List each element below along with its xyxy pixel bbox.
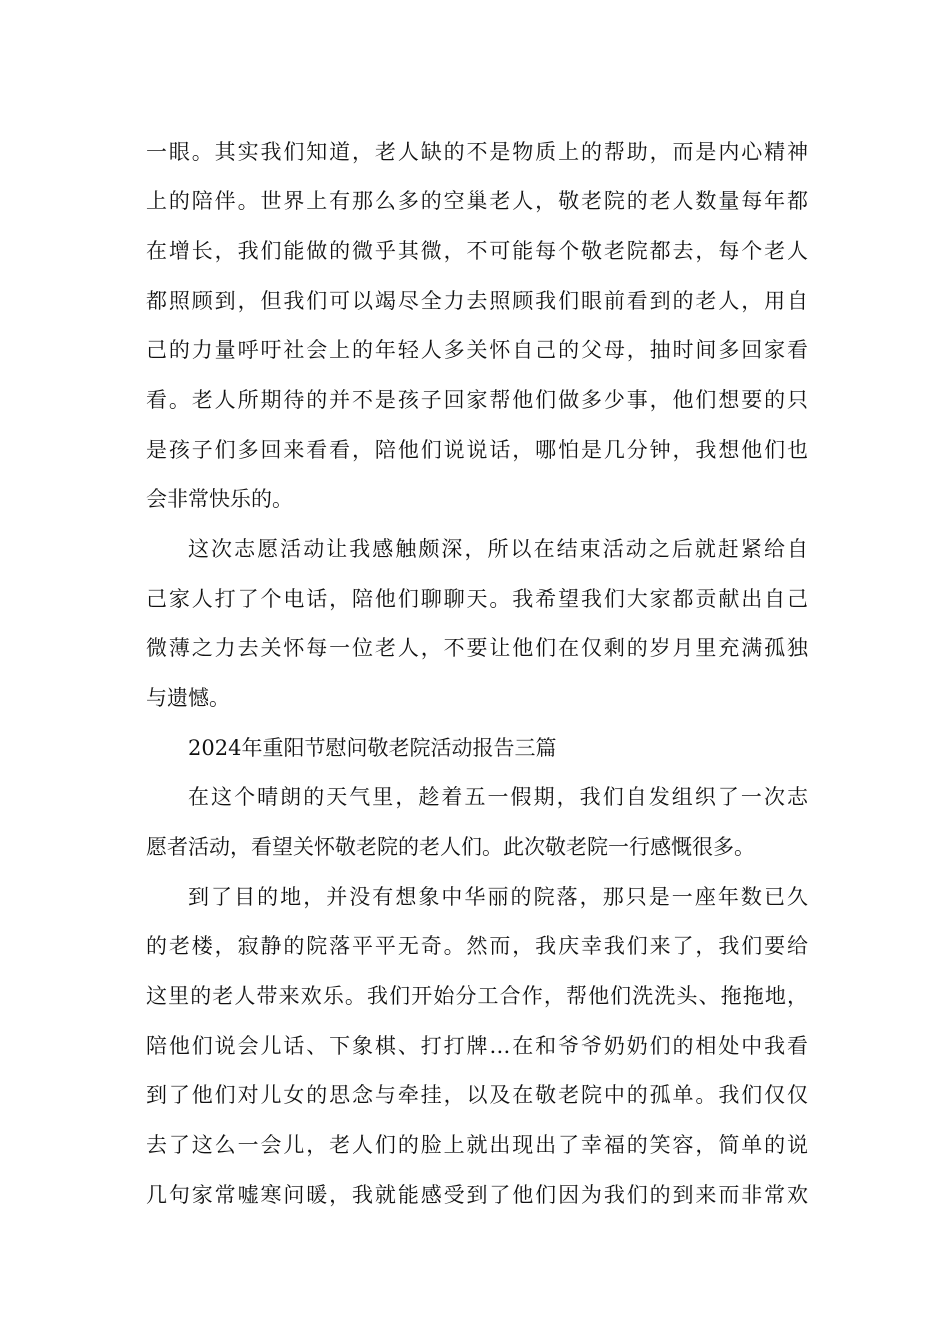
body-text-line: 几句家常嘘寒问暖，我就能感受到了他们因为我们的到来而非常欢: [146, 1183, 808, 1207]
body-text-line: 一眼。其实我们知道，老人缺的不是物质上的帮助，而是内心精神: [146, 140, 808, 164]
body-text-line: 的老楼，寂静的院落平平无奇。然而，我庆幸我们来了，我们要给: [146, 934, 808, 958]
section-heading: 2024年重阳节慰问敬老院活动报告三篇: [188, 736, 557, 760]
body-text-line: 会非常快乐的。: [146, 487, 293, 511]
body-text-line: 在增长，我们能做的微乎其微，不可能每个敬老院都去，每个老人: [146, 239, 808, 263]
body-text-line: 是孩子们多回来看看，陪他们说说话，哪怕是几分钟，我想他们也: [146, 438, 808, 462]
body-text-line: 己的力量呼吁社会上的年轻人多关怀自己的父母，抽时间多回家看: [146, 338, 808, 362]
body-text-line: 微薄之力去关怀每一位老人，不要让他们在仅剩的岁月里充满孤独: [146, 636, 808, 660]
body-text-line: 与遗憾。: [146, 686, 230, 710]
paragraph-first-line: 在这个晴朗的天气里，趁着五一假期，我们自发组织了一次志: [188, 785, 808, 809]
body-text-line: 己家人打了个电话，陪他们聊聊天。我希望我们大家都贡献出自己: [146, 587, 808, 611]
body-text-line: 陪他们说会儿话、下象棋、打打牌…在和爷爷奶奶们的相处中我看: [146, 1034, 808, 1058]
body-text-line: 这里的老人带来欢乐。我们开始分工合作，帮他们洗洗头、拖拖地，: [146, 984, 808, 1008]
body-text-line: 上的陪伴。世界上有那么多的空巢老人，敬老院的老人数量每年都: [146, 189, 808, 213]
body-text-line: 去了这么一会儿，老人们的脸上就出现出了幸福的笑容，简单的说: [146, 1133, 808, 1157]
body-text-line: 看。老人所期待的并不是孩子回家帮他们做多少事，他们想要的只: [146, 388, 808, 412]
body-text-line: 愿者活动，看望关怀敬老院的老人们。此次敬老院一行感慨很多。: [146, 835, 755, 859]
paragraph-first-line: 这次志愿活动让我感触颇深，所以在结束活动之后就赶紧给自: [188, 537, 808, 561]
paragraph-first-line: 到了目的地，并没有想象中华丽的院落，那只是一座年数已久: [188, 885, 808, 909]
body-text-line: 都照顾到，但我们可以竭尽全力去照顾我们眼前看到的老人，用自: [146, 289, 808, 313]
body-text-line: 到了他们对儿女的思念与牵挂，以及在敬老院中的孤单。我们仅仅: [146, 1083, 808, 1107]
